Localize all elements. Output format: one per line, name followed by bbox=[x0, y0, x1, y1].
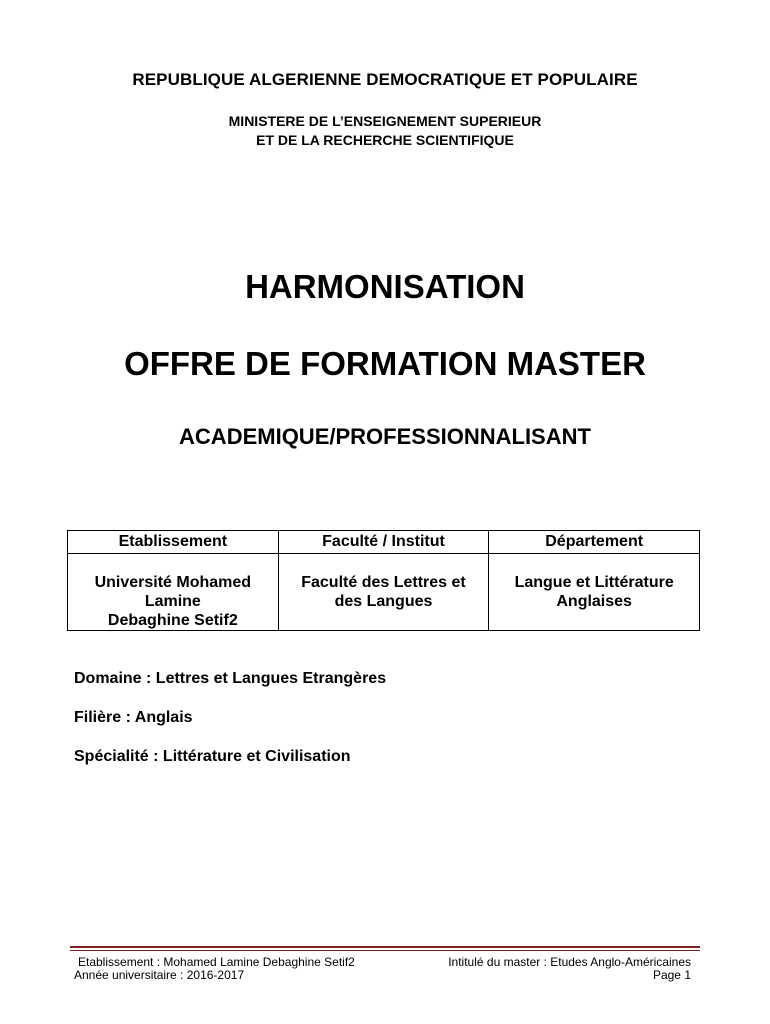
formation-type: ACADEMIQUE/PROFESSIONNALISANT bbox=[179, 424, 591, 449]
document-title: HARMONISATION bbox=[245, 268, 525, 305]
table-header-row bbox=[68, 531, 700, 554]
cell-line: Anglaises bbox=[556, 593, 632, 610]
cell-etablissement bbox=[68, 554, 279, 631]
footer-rule-thin bbox=[70, 950, 700, 951]
cell-faculte bbox=[278, 554, 489, 631]
footer-annee: Année universitaire : 2016-2017 bbox=[74, 968, 245, 982]
table-row bbox=[68, 554, 700, 631]
domaine-field: Domaine : Lettres et Langues Etrangères bbox=[74, 670, 387, 687]
header-etablissement: Etablissement bbox=[68, 531, 279, 554]
footer-page-number: Page 1 bbox=[652, 968, 691, 982]
institution-table bbox=[67, 530, 700, 631]
cell-line: Université Mohamed bbox=[94, 574, 252, 591]
cell-line: Faculté des Lettres et bbox=[301, 574, 466, 591]
cell-line: des Langues bbox=[334, 593, 433, 610]
header-departement: Département bbox=[489, 531, 700, 554]
filiere-field: Filière : Anglais bbox=[74, 709, 193, 726]
specialite-field: Spécialité : Littérature et Civilisation bbox=[74, 748, 351, 765]
republic-heading: REPUBLIQUE ALGERIENNE DEMOCRATIQUE ET POPULAIRE bbox=[132, 70, 638, 89]
footer-intitule: Intitulé du master : Etudes Anglo-Américaines bbox=[448, 955, 691, 969]
header-faculte: Faculté / Institut bbox=[278, 531, 489, 554]
cell-line: Langue et Littérature bbox=[514, 574, 674, 591]
document-subtitle: OFFRE DE FORMATION MASTER bbox=[124, 345, 646, 382]
footer-rule bbox=[70, 946, 700, 948]
cell-line: Debaghine Setif2 bbox=[107, 612, 238, 629]
ministry-heading-line2: ET DE LA RECHERCHE SCIENTIFIQUE bbox=[256, 132, 514, 148]
ministry-heading-line1: MINISTERE DE L’ENSEIGNEMENT SUPERIEUR bbox=[228, 113, 542, 129]
footer-etablissement: Etablissement : Mohamed Lamine Debaghine Setif2 bbox=[78, 955, 355, 969]
cell-departement bbox=[489, 554, 700, 631]
cell-line: Lamine bbox=[144, 593, 201, 610]
